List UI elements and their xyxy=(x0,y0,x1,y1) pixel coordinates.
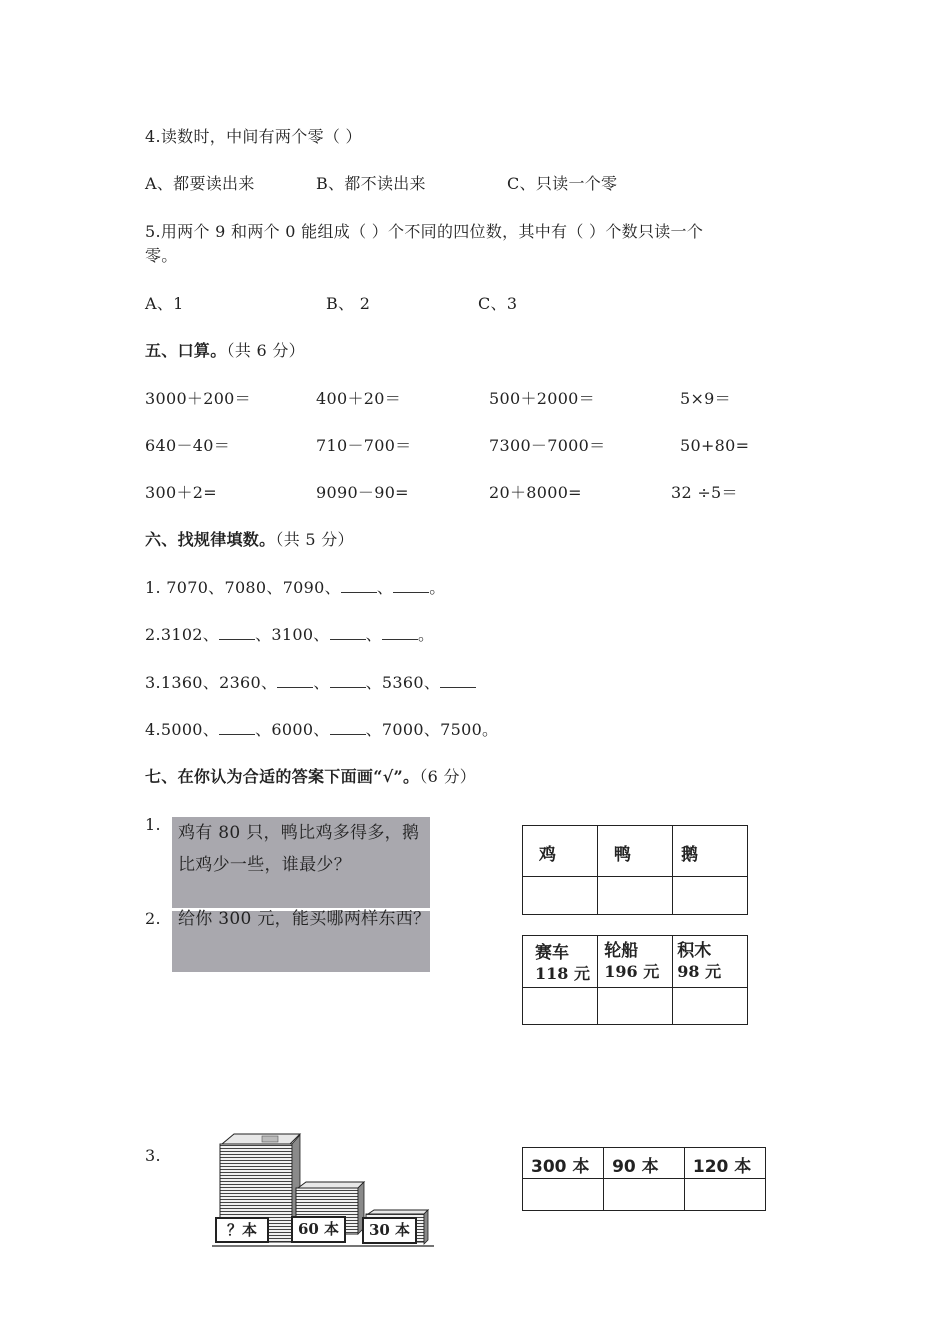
calc-item: 500＋2000＝ xyxy=(489,389,595,408)
pattern-text: 、 xyxy=(313,673,330,692)
section7-score: （6 分） xyxy=(419,767,477,786)
table-header-duck: 鸭 xyxy=(614,845,632,865)
calc-item: 20＋8000= xyxy=(489,483,582,502)
q5-stem-line1: 5.用两个 9 和两个 0 能组成（ ）个不同的四位数，其中有（ ）个数只读一个 xyxy=(145,222,704,241)
answer-cell[interactable] xyxy=(673,877,748,915)
pattern-text: 、 xyxy=(376,578,394,597)
table-header-120: 120 本 xyxy=(692,1157,752,1177)
q4-option-a: A、都要读出来 xyxy=(145,174,255,193)
answer-cell[interactable] xyxy=(523,877,598,915)
answer-blank[interactable] xyxy=(219,625,255,640)
answer-blank[interactable] xyxy=(330,720,366,735)
answer-cell[interactable] xyxy=(673,988,748,1025)
answer-cell[interactable] xyxy=(684,1179,765,1211)
q7-2-answer-table xyxy=(522,935,748,1025)
calc-item: 300＋2= xyxy=(145,483,217,502)
q7-1-prompt-line1: 鸡有 80 只，鸭比鸡多得多，鹅 xyxy=(178,823,420,843)
calc-item: 50+80= xyxy=(680,436,750,455)
item-race-car-price: 118 元 xyxy=(535,964,590,983)
table-header-chicken: 鸡 xyxy=(539,845,556,865)
q7-1-prompt-line2: 比鸡少一些，谁最少？ xyxy=(178,855,351,875)
stack-label-30 xyxy=(362,1217,417,1244)
pattern-text: 2.3102、 xyxy=(145,625,220,644)
q5-stem-line2: 零。 xyxy=(145,246,178,265)
q5-option-a: A、1 xyxy=(145,294,184,313)
section5-heading: 五、口算。 xyxy=(145,341,227,360)
q4-option-c: C、只读一个零 xyxy=(507,174,618,193)
calc-item: 400＋20＝ xyxy=(316,389,401,408)
q7-2-prompt: 给你 300 元，能买哪两样东西？ xyxy=(178,909,431,929)
pattern-text: 、7000、7500。 xyxy=(365,720,499,739)
item-ship-price: 196 元 xyxy=(604,962,660,981)
q7-1-number: 1. xyxy=(145,815,161,834)
answer-blank[interactable] xyxy=(330,625,366,640)
calc-item: 5×9＝ xyxy=(680,389,731,408)
table-header-goose: 鹅 xyxy=(681,845,699,865)
answer-cell[interactable] xyxy=(598,988,673,1025)
stack-label-text: 30 本 xyxy=(368,1221,411,1239)
section5-title xyxy=(145,341,305,361)
pattern-item-2 xyxy=(145,625,434,645)
section6-score: （共 5 分） xyxy=(275,530,354,549)
pattern-text: 。 xyxy=(417,625,435,644)
item-blocks-name: 积木 xyxy=(677,941,712,961)
answer-cell[interactable] xyxy=(604,1179,685,1211)
section6-title xyxy=(145,530,354,550)
pattern-text: 3.1360、2360、 xyxy=(145,673,278,692)
pattern-text: 、6000、 xyxy=(255,720,330,739)
answer-cell[interactable] xyxy=(598,877,673,915)
calc-item: 3000＋200＝ xyxy=(145,389,251,408)
answer-blank[interactable] xyxy=(440,673,476,688)
q4-stem: 4.读数时，中间有两个零（ ） xyxy=(145,127,362,146)
q7-2-number: 2. xyxy=(145,909,161,928)
pattern-item-4 xyxy=(145,720,498,740)
answer-blank[interactable] xyxy=(330,673,366,688)
pattern-text: 4.5000、 xyxy=(145,720,220,739)
q4-option-b: B、都不读出来 xyxy=(316,174,426,193)
pattern-text: 。 xyxy=(429,578,446,597)
calc-item: 710－700＝ xyxy=(316,436,412,455)
pattern-item-1 xyxy=(145,578,446,598)
answer-blank[interactable] xyxy=(393,578,429,593)
calc-item: 7300－7000＝ xyxy=(489,436,606,455)
section6-heading: 六、找规律填数。 xyxy=(145,530,276,549)
calc-item: 32 ÷5＝ xyxy=(671,483,738,502)
pattern-text: 1. 7070、7080、7090、 xyxy=(145,578,341,597)
item-blocks-price: 98 元 xyxy=(677,962,722,981)
stack-label-text: ？本 xyxy=(226,1221,257,1239)
q7-1-answer-table xyxy=(522,825,748,915)
answer-cell[interactable] xyxy=(523,1179,604,1211)
calc-item: 640－40＝ xyxy=(145,436,230,455)
table-header-300: 300 本 xyxy=(531,1157,590,1177)
answer-cell[interactable] xyxy=(523,988,598,1025)
stack-label-60 xyxy=(291,1216,346,1243)
answer-blank[interactable] xyxy=(277,673,313,688)
calc-item: 9090－90= xyxy=(316,483,409,502)
stack-label-text: 60 本 xyxy=(297,1220,340,1238)
section7-heading: 七、在你认为合适的答案下面画“√”。 xyxy=(145,767,420,786)
answer-blank[interactable] xyxy=(382,625,418,640)
q7-3-number: 3. xyxy=(145,1146,161,1165)
section5-score: （共 6 分） xyxy=(226,341,305,360)
stack-label-unknown xyxy=(215,1217,269,1243)
pattern-text: 、 xyxy=(365,625,382,644)
item-ship-name: 轮船 xyxy=(604,941,639,961)
answer-blank[interactable] xyxy=(219,720,255,735)
item-race-car-name: 赛车 xyxy=(535,943,569,963)
q7-3-answer-table xyxy=(522,1147,766,1211)
pattern-text: 、5360、 xyxy=(365,673,441,692)
answer-blank[interactable] xyxy=(341,578,377,593)
pattern-item-3 xyxy=(145,673,476,693)
q5-option-c: C、3 xyxy=(478,294,518,313)
section7-title xyxy=(145,767,476,787)
table-header-90: 90 本 xyxy=(612,1157,659,1177)
q5-option-b: B、 2 xyxy=(326,294,371,313)
pattern-text: 、3100、 xyxy=(255,625,330,644)
